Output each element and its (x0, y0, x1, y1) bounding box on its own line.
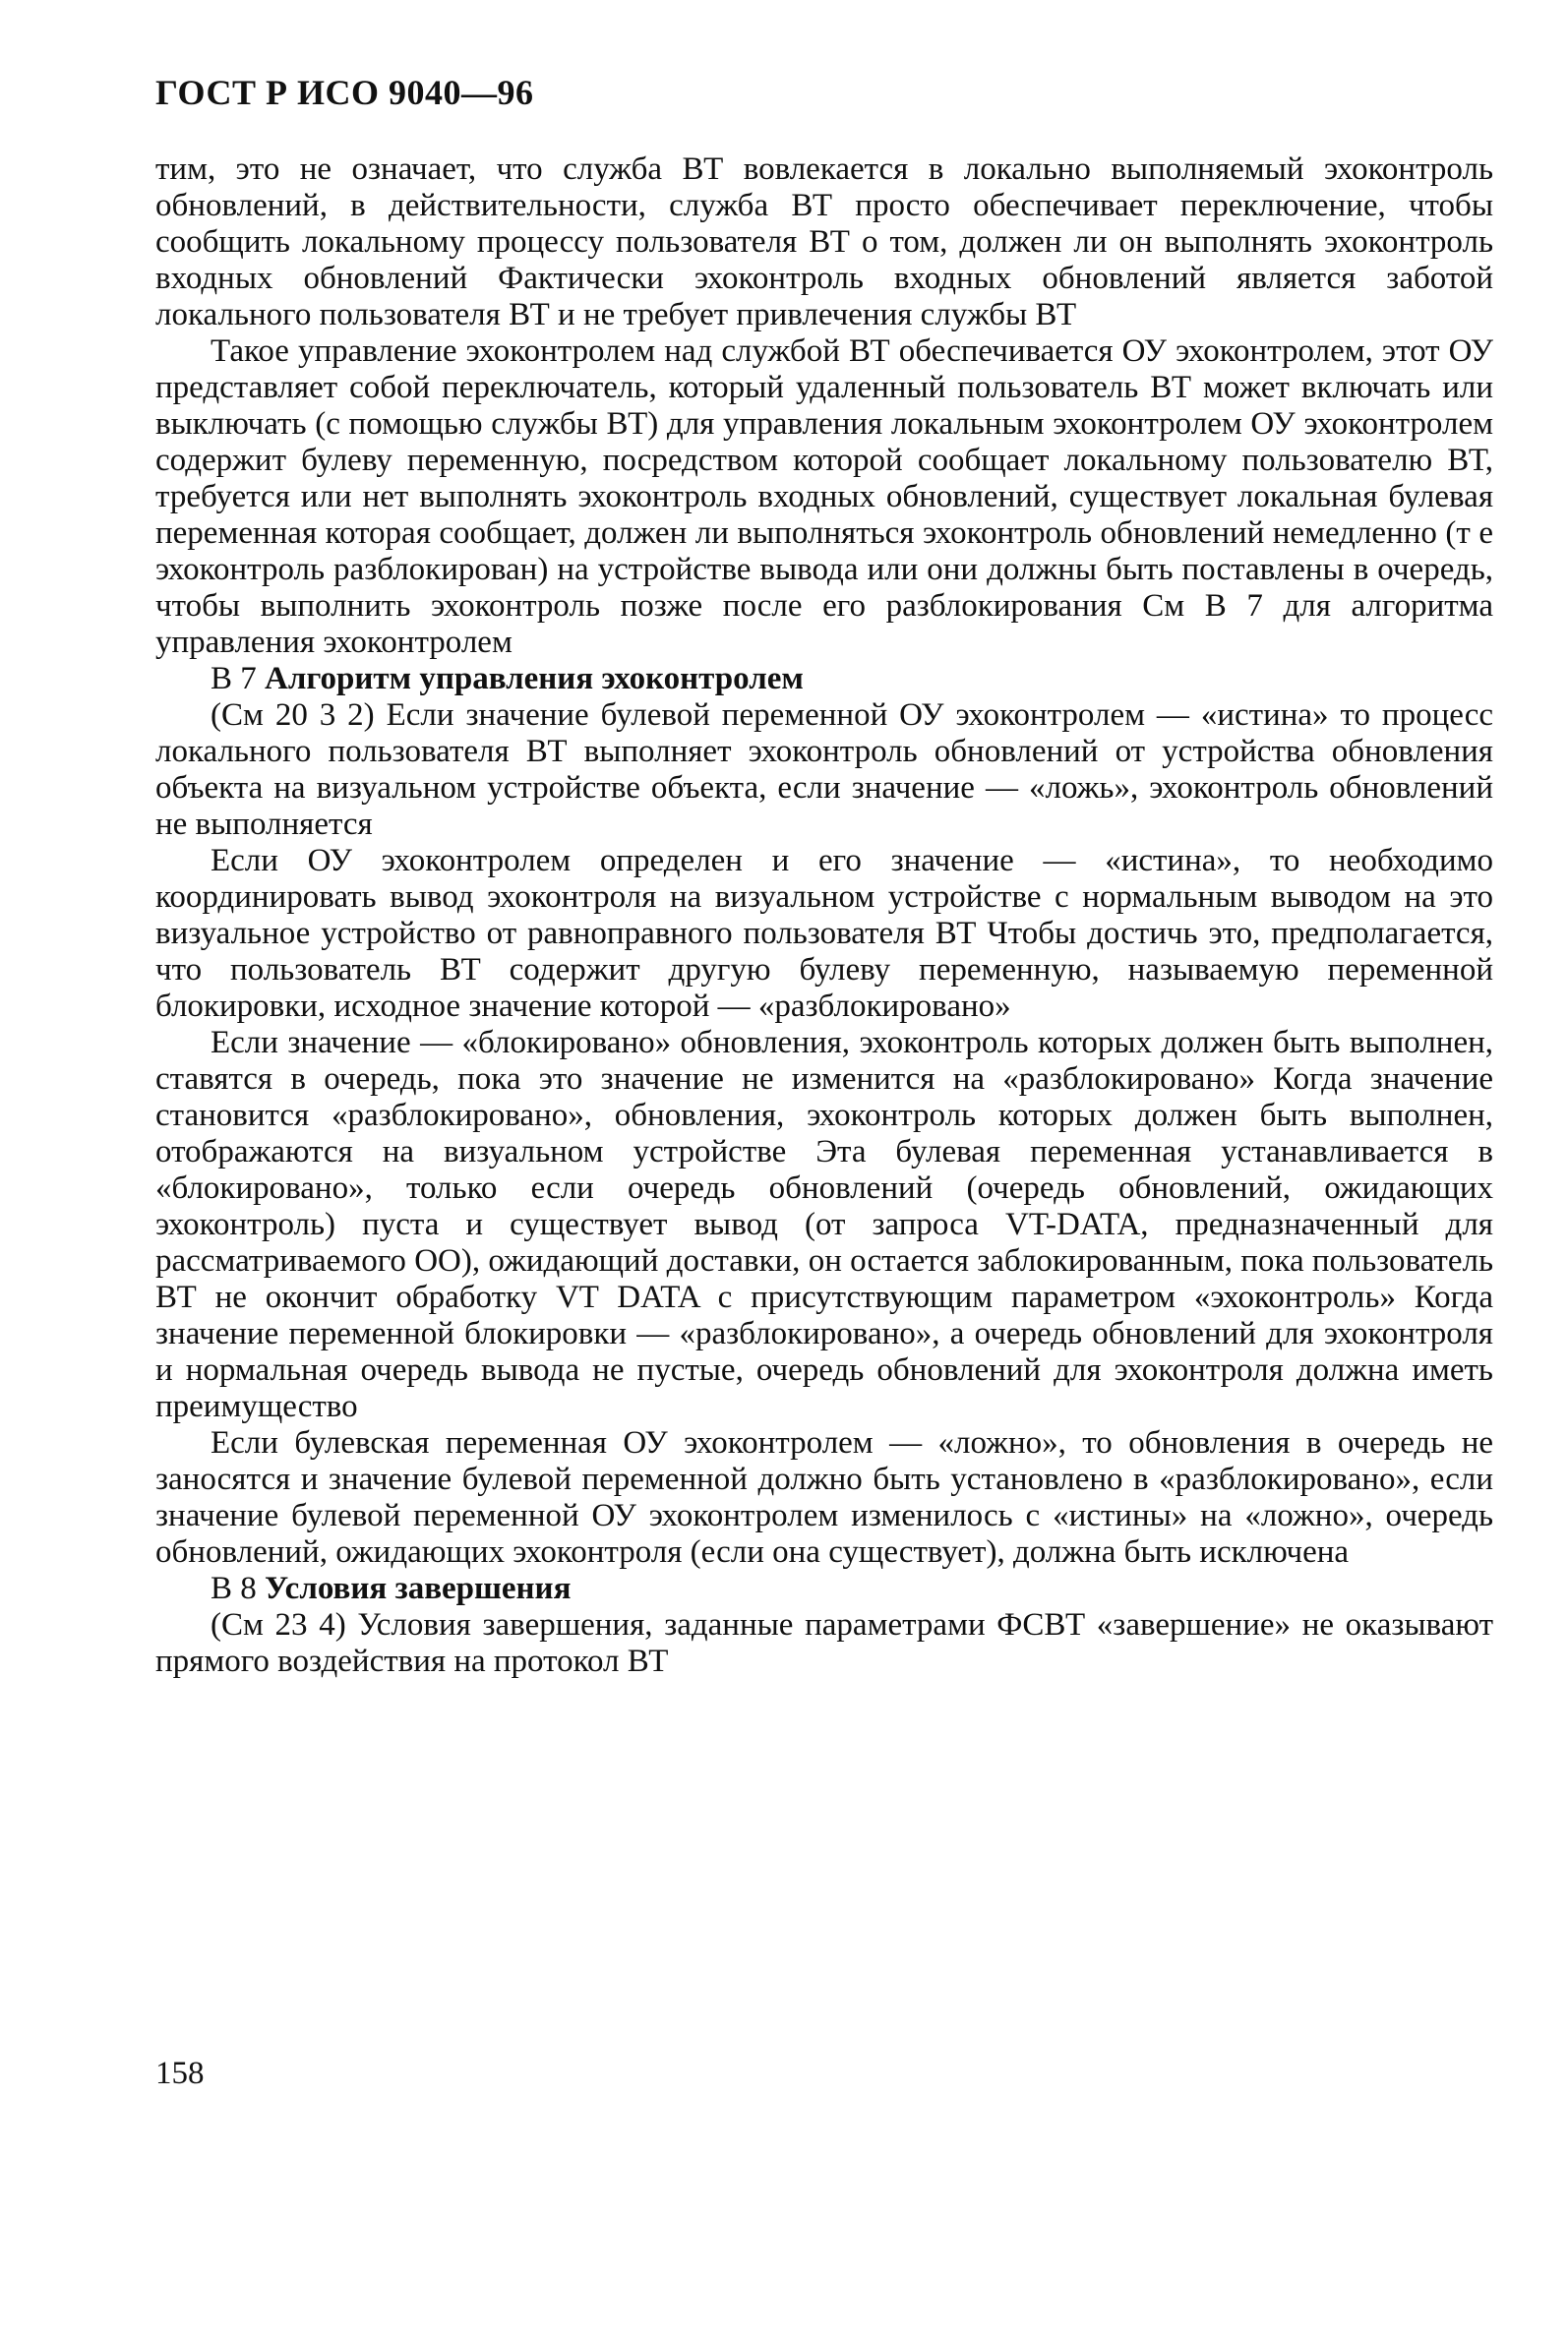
paragraph: (См 20 3 2) Если значение булевой переменной ОУ эхоконтролем — «истина» то процесс локального пользователя ВТ выполняет эхоконтроль обновлений от устройства обновления объекта на визуальном устройстве объекта, если значение — «ложь», эхоконтроль обновлений не выполняется (155, 697, 1493, 842)
section-title: Алгоритм управления эхоконтролем (265, 661, 804, 696)
page-number: 158 (155, 2056, 205, 2091)
paragraph: Если значение — «блокировано» обновления, эхоконтроль которых должен быть выполнен, ставятся в очередь, пока это значение не изменится на «разблокировано» Когда значение становится «разблокировано», обновления, эхоконтроль которых должен быть выполнен, отображаются на визуальном устройстве Эта булевая переменная устанавливается в «блокировано», только если очередь обновлений (очередь обновлений, ожидающих эхоконтроль) пуста и существует вывод (от запроса VT-DATA, предназначенный для рассматриваемого ОО), ожидающий доставки, он остается заблокированным, пока пользователь ВТ не окончит обработку VT DATA с присутствующим параметром «эхоконтроль» Когда значение переменной блокировки — «разблокировано», а очередь обновлений для эхоконтроля и нормальная очередь вывода не пустые, очередь обновлений для эхоконтроля должна иметь преимущество (155, 1025, 1493, 1424)
section-title: Условия завершения (265, 1571, 572, 1606)
paragraph: Такое управление эхоконтролем над службой ВТ обеспечивается ОУ эхоконтролем, этот ОУ представляет собой переключатель, который удаленный пользователь ВТ может включать или выключать (с помощью службы ВТ) для управления локальным эхоконтролем ОУ эхоконтролем содержит булеву переменную, посредством которой сообщает локальному пользователю ВТ, требуется или нет выполнять эхоконтроль входных обновлений, существует локальная булевая переменная которая сообщает, должен ли выполняться эхоконтроль обновлений немедленно (т е эхоконтроль разблокирован) на устройстве вывода или они должны быть поставлены в очередь, чтобы выполнить эхоконтроль позже после его разблокирования См В 7 для алгоритма управления эхоконтролем (155, 333, 1493, 660)
section-number: В 7 (211, 661, 257, 696)
paragraph: Если ОУ эхоконтролем определен и его значение — «истина», то необходимо координировать вывод эхоконтроля на визуальном устройстве с нормальным выводом на это визуальное устройство от равноправного пользователя ВТ Чтобы достичь это, предполагается, что пользователь ВТ содержит другую булеву переменную, называемую переменной блокировки, исходное значение которой — «разблокировано» (155, 843, 1493, 1024)
section-heading (155, 1571, 1493, 1607)
body-text (155, 151, 1493, 1680)
section-heading (155, 661, 1493, 697)
paragraph: (См 23 4) Условия завершения, заданные параметрами ФСВТ «завершение» не оказывают прямого воздействия на протокол ВТ (155, 1607, 1493, 1679)
paragraph: Если булевская переменная ОУ эхоконтролем — «ложно», то обновления в очередь не заносятся и значение булевой переменной должно быть установлено в «разблокировано», если значение булевой переменной ОУ эхоконтролем изменилось с «истины» на «ложно», очередь обновлений, ожидающих эхоконтроля (если она существует), должна быть исключена (155, 1425, 1493, 1570)
running-header: ГОСТ Р ИСО 9040—96 (155, 73, 534, 112)
section-number: В 8 (211, 1571, 257, 1606)
paragraph: тим, это не означает, что служба ВТ вовлекается в локально выполняемый эхоконтроль обновлений, в действительности, служба ВТ просто обеспечивает переключение, чтобы сообщить локальному процессу пользователя ВТ о том, должен ли он выполнять эхоконтроль входных обновлений Фактически эхоконтроль входных обновлений является заботой локального пользователя ВТ и не требует привлечения службы ВТ (155, 151, 1493, 332)
